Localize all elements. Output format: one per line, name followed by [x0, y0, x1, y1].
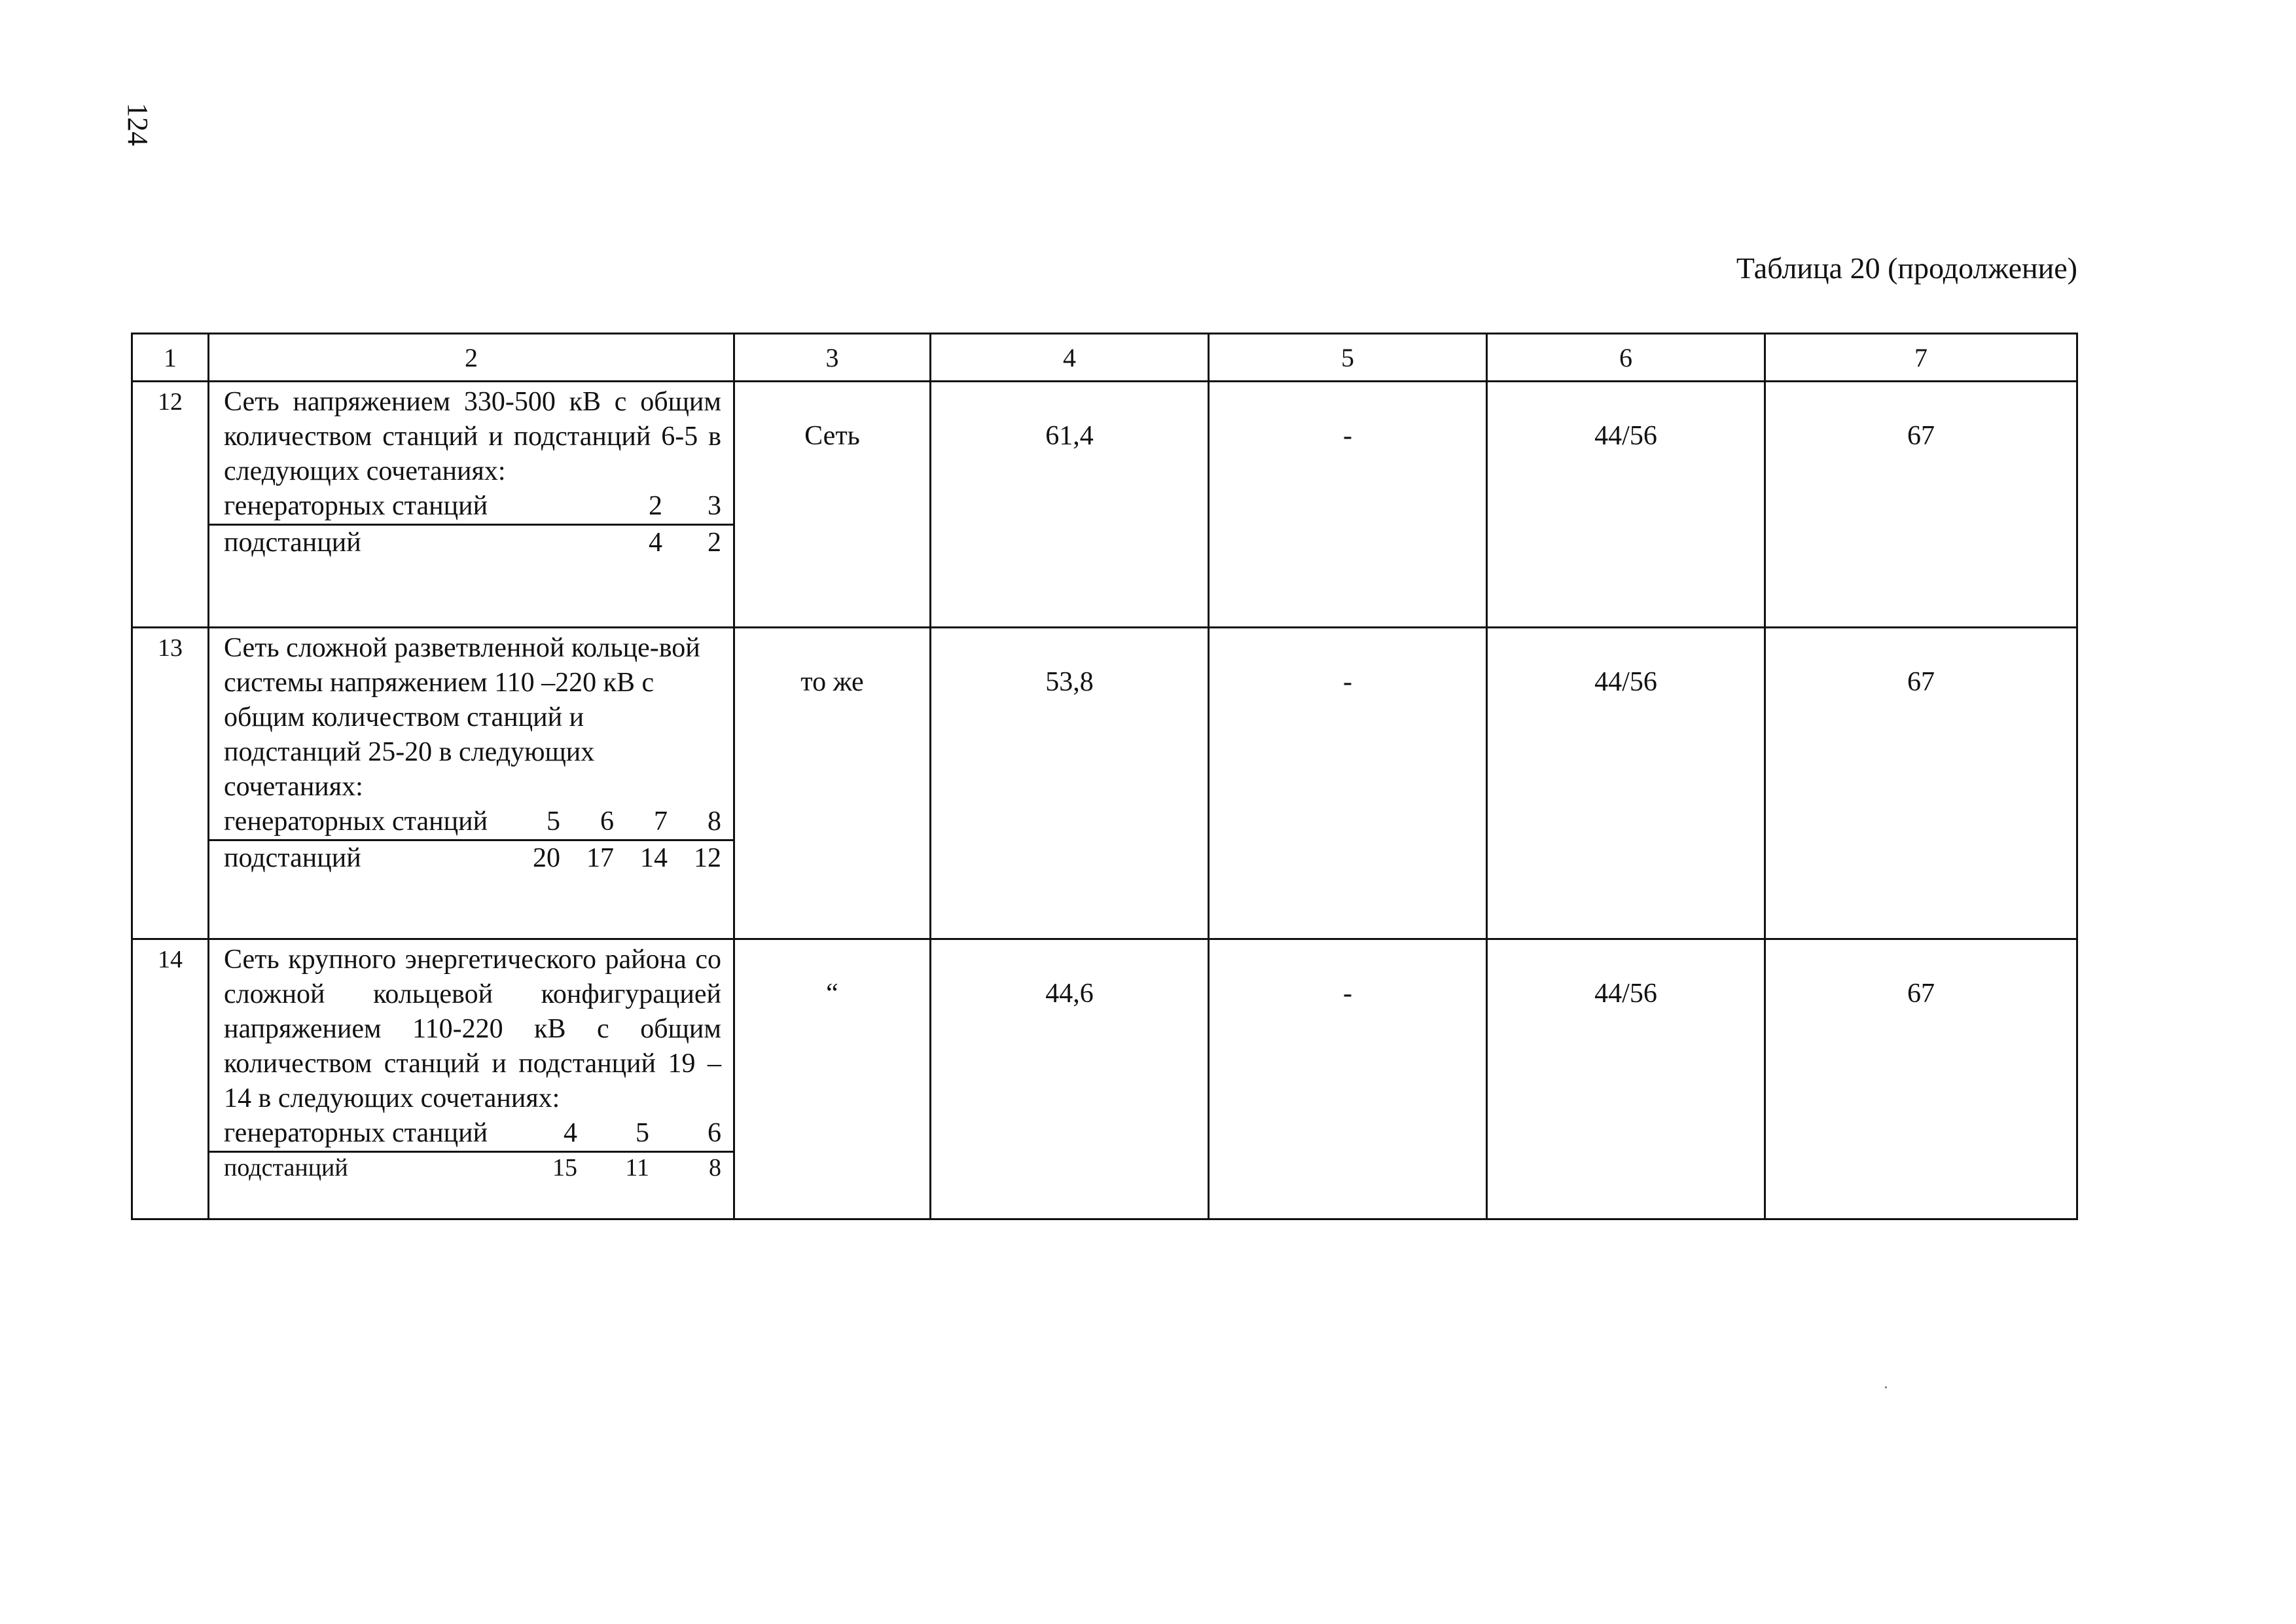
generator-label: генераторных станций	[224, 806, 488, 837]
generator-value: 6	[708, 1118, 721, 1148]
cell-col5: -	[1209, 939, 1487, 1219]
cell-col5: -	[1209, 382, 1487, 628]
generator-values	[603, 489, 721, 524]
page-number: 124	[122, 103, 154, 146]
scan-speck	[1885, 1386, 1887, 1388]
substation-line	[209, 524, 733, 560]
table-row	[132, 382, 2077, 628]
table-row	[132, 628, 2077, 939]
generator-values	[507, 804, 721, 839]
cell-col7: 67	[1765, 382, 2077, 628]
cell-col6: 44/56	[1487, 628, 1765, 939]
cell-col5: -	[1209, 628, 1487, 939]
substation-value: 4	[649, 528, 662, 558]
generator-value: 7	[654, 806, 668, 837]
generator-value: 6	[600, 806, 614, 837]
generator-value: 4	[564, 1118, 577, 1148]
cell-col3: Сеть	[734, 382, 931, 628]
substation-value: 11	[625, 1154, 649, 1182]
cell-col3: “	[734, 939, 931, 1219]
substation-value: 14	[640, 843, 668, 873]
generator-label: генераторных станций	[224, 491, 488, 521]
row-description-block	[209, 628, 733, 839]
row-description-cell	[209, 628, 734, 939]
row-description-cell	[209, 939, 734, 1219]
cell-col4: 53,8	[931, 628, 1209, 939]
row-description: Сеть напряжением 330-500 кВ с общим количеством станций и подстанций 6-5 в следующих сочетаниях:	[224, 387, 721, 486]
substation-values	[507, 841, 721, 876]
cell-col7: 67	[1765, 628, 2077, 939]
substation-values	[603, 526, 721, 560]
row-number: 13	[132, 628, 209, 939]
row-number: 12	[132, 382, 209, 628]
header-cell: 1	[132, 334, 209, 382]
row-description-cell	[209, 382, 734, 628]
generator-value: 2	[649, 491, 662, 521]
substation-line	[209, 1151, 733, 1183]
header-cell: 4	[931, 334, 1209, 382]
header-cell: 7	[1765, 334, 2077, 382]
substation-value: 12	[694, 843, 721, 873]
table-row	[132, 939, 2077, 1219]
substation-values	[505, 1153, 721, 1183]
header-cell: 5	[1209, 334, 1487, 382]
generator-value: 5	[636, 1118, 649, 1148]
substation-value: 17	[586, 843, 614, 873]
row-number: 14	[132, 939, 209, 1219]
header-cell: 3	[734, 334, 931, 382]
generator-line	[224, 1116, 721, 1151]
generator-value: 5	[547, 806, 560, 837]
header-cell: 2	[209, 334, 734, 382]
cell-col4: 61,4	[931, 382, 1209, 628]
substation-value: 20	[533, 843, 560, 873]
substation-line	[209, 839, 733, 911]
header-row	[132, 334, 2077, 382]
header-cell: 6	[1487, 334, 1765, 382]
row-description: Сеть крупного энергетического района со сложной кольцевой конфигурацией напряжением 110-220 кВ с общим количеством станций и подстанций 19 – 14 в следующих сочетаниях:	[224, 945, 721, 1113]
substation-value: 2	[708, 528, 721, 558]
generator-line	[224, 489, 721, 524]
generator-value: 8	[708, 806, 721, 837]
table-caption: Таблица 20 (продолжение)	[1736, 251, 2077, 285]
cell-col6: 44/56	[1487, 382, 1765, 628]
data-table	[131, 333, 2078, 1220]
generator-values	[505, 1116, 721, 1151]
substation-label: подстанций	[224, 528, 361, 558]
row-description-block	[209, 940, 733, 1151]
generator-label: генераторных станций	[224, 1118, 488, 1148]
cell-col3: то же	[734, 628, 931, 939]
generator-line	[224, 804, 721, 839]
row-description: Сеть сложной разветвленной кольце-вой системы напряжением 110 –220 кВ с общим количеством станций и подстанций 25-20 в следующих сочетаниях:	[224, 633, 700, 802]
cell-col6: 44/56	[1487, 939, 1765, 1219]
substation-value: 15	[552, 1154, 577, 1182]
substation-label: подстанций	[224, 1154, 348, 1182]
cell-col4: 44,6	[931, 939, 1209, 1219]
row-description-block	[209, 382, 733, 524]
substation-label: подстанций	[224, 843, 361, 873]
generator-value: 3	[708, 491, 721, 521]
substation-value: 8	[709, 1154, 721, 1182]
cell-col7: 67	[1765, 939, 2077, 1219]
